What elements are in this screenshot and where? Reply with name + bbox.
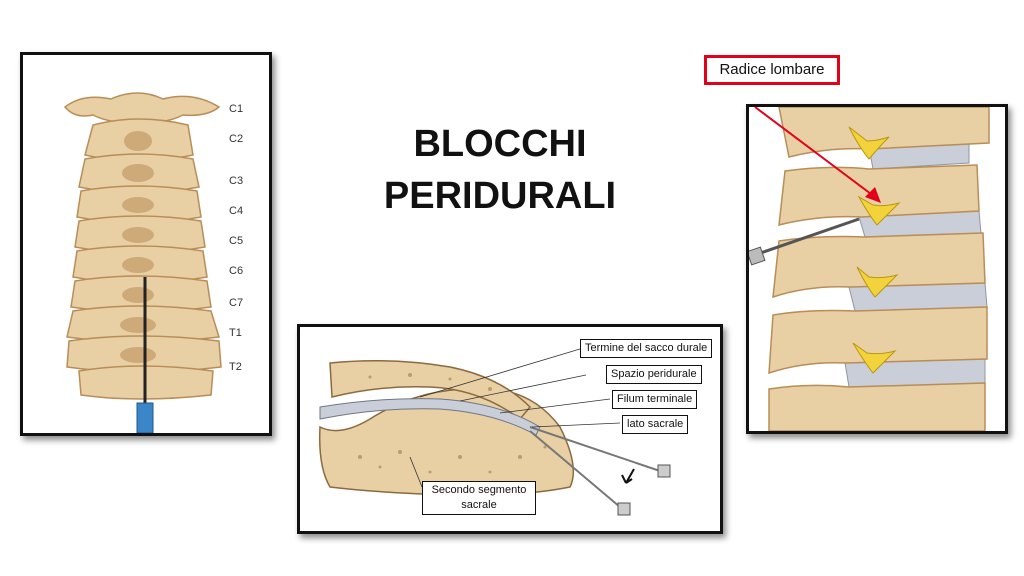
vertebra-label-c4: C4 <box>229 205 244 217</box>
title-line-2: PERIDURALI <box>383 175 617 217</box>
vertebra-label-c1: C1 <box>229 103 244 115</box>
vertebra-label-c7: C7 <box>229 297 244 309</box>
vertebra-label-t2: T2 <box>229 361 242 373</box>
vertebra-label-c6: C6 <box>229 265 244 277</box>
label-sacral-side: lato sacrale <box>622 415 688 434</box>
page-title <box>360 118 640 222</box>
vertebra-label-c5: C5 <box>229 235 244 247</box>
sacral-epidural-panel <box>297 324 723 534</box>
lumbar-illustration <box>749 107 1005 431</box>
cervical-spine-panel <box>20 52 272 436</box>
label-second-sacral-segment-line2: sacrale <box>461 499 497 511</box>
label-second-sacral-segment <box>422 481 536 515</box>
vertebra-label-c3: C3 <box>229 175 244 187</box>
lumbar-spine-panel <box>746 104 1008 434</box>
title-line-1: BLOCCHI <box>413 123 587 165</box>
label-epidural-space: Spazio peridurale <box>606 365 702 384</box>
lumbar-root-callout: Radice lombare <box>704 55 840 85</box>
needle-hub-1 <box>658 465 670 477</box>
direction-arrow <box>622 469 634 483</box>
vertebra-label-t1: T1 <box>229 327 242 339</box>
needle-hub <box>137 403 153 433</box>
label-filum-terminale: Filum terminale <box>612 390 697 409</box>
label-second-sacral-segment-line1: Secondo segmento <box>431 484 527 496</box>
label-dural-sac-end: Termine del sacco durale <box>580 339 712 358</box>
lumbar-needle-hub <box>749 247 765 265</box>
atlas-vertebra <box>65 93 219 122</box>
needle-hub-2 <box>618 503 630 515</box>
vertebra-label-c2: C2 <box>229 133 244 145</box>
